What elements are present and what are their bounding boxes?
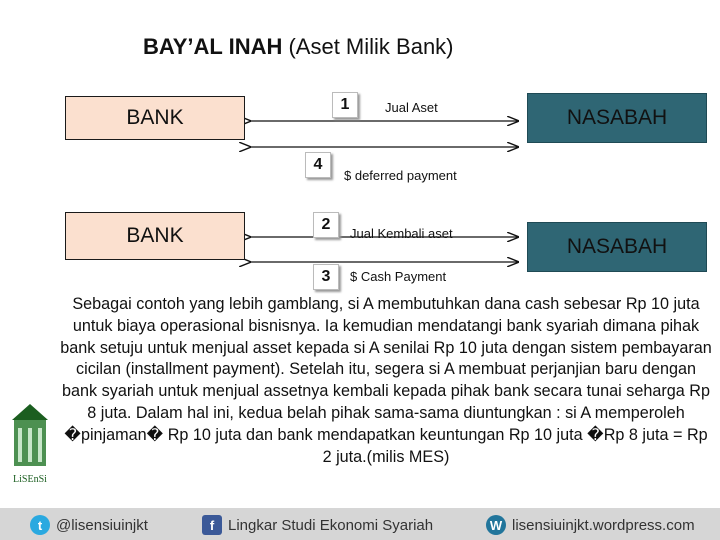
step-label-1: Jual Aset (385, 100, 438, 115)
bank-box-bottom-label: BANK (126, 224, 184, 247)
step-label-4: $ deferred payment (344, 168, 457, 183)
svg-text:LiSEnSi: LiSEnSi (13, 474, 47, 485)
footer-twitter[interactable] (30, 515, 148, 535)
bank-box-bottom (65, 212, 245, 260)
wordpress-icon: W (486, 515, 506, 535)
step-number-2: 2 (313, 212, 339, 238)
step-label-3: $ Cash Payment (350, 269, 447, 284)
step-number-3: 3 (313, 264, 339, 290)
facebook-icon: f (202, 515, 222, 535)
explanation-text: Sebagai contoh yang lebih gamblang, si A membutuhkan dana cash sebesar Rp 10 juta untuk biaya operasional bisnisnya. Ia kemudian mendatangi bank syariah dimana pihak bank setuju untuk menjual asset kepada si A senilai Rp 10 juta dengan sistem pembayaran cicilan (installment payment). Setelah itu, segera si A membuat perjanjian baru dengan bank syariah untuk menjual assetnya kembali kepada pihak bank secara tunai seharga Rp 8 juta. Dalam hal ini, kedua belah pihak sama-sama diuntungkan : si A memperoleh �pinjaman� Rp 10 juta dan bank mendapatkan keuntungan Rp 10 juta �Rp 8 juta = Rp 2 juta.(milis MES) (60, 294, 712, 512)
footer-facebook[interactable] (202, 515, 433, 535)
nasabah-box-top-label: NASABAH (566, 106, 668, 129)
step-number-4: 4 (305, 152, 331, 178)
footer-wordpress-text: lisensiuinjkt.wordpress.com (512, 516, 695, 534)
nasabah-box-bottom (527, 222, 707, 272)
bank-box-top-label: BANK (126, 106, 184, 129)
footer-facebook-text: Lingkar Studi Ekonomi Syariah (228, 516, 434, 534)
step-number-1: 1 (332, 92, 358, 118)
nasabah-box-bottom-label: NASABAH (566, 235, 668, 258)
nasabah-box-top (527, 93, 707, 143)
step-label-2: Jual Kembali aset (350, 226, 453, 241)
lisensi-logo (4, 400, 56, 490)
footer-bar (0, 508, 720, 540)
bank-box-top (65, 96, 245, 140)
title-bold: BAY’AL INAH (143, 34, 283, 59)
footer-twitter-text: @lisensiuinjkt (56, 516, 148, 534)
footer-wordpress[interactable] (486, 515, 695, 535)
twitter-icon: t (30, 515, 50, 535)
title-rest: (Aset Milik Bank) (282, 34, 454, 59)
